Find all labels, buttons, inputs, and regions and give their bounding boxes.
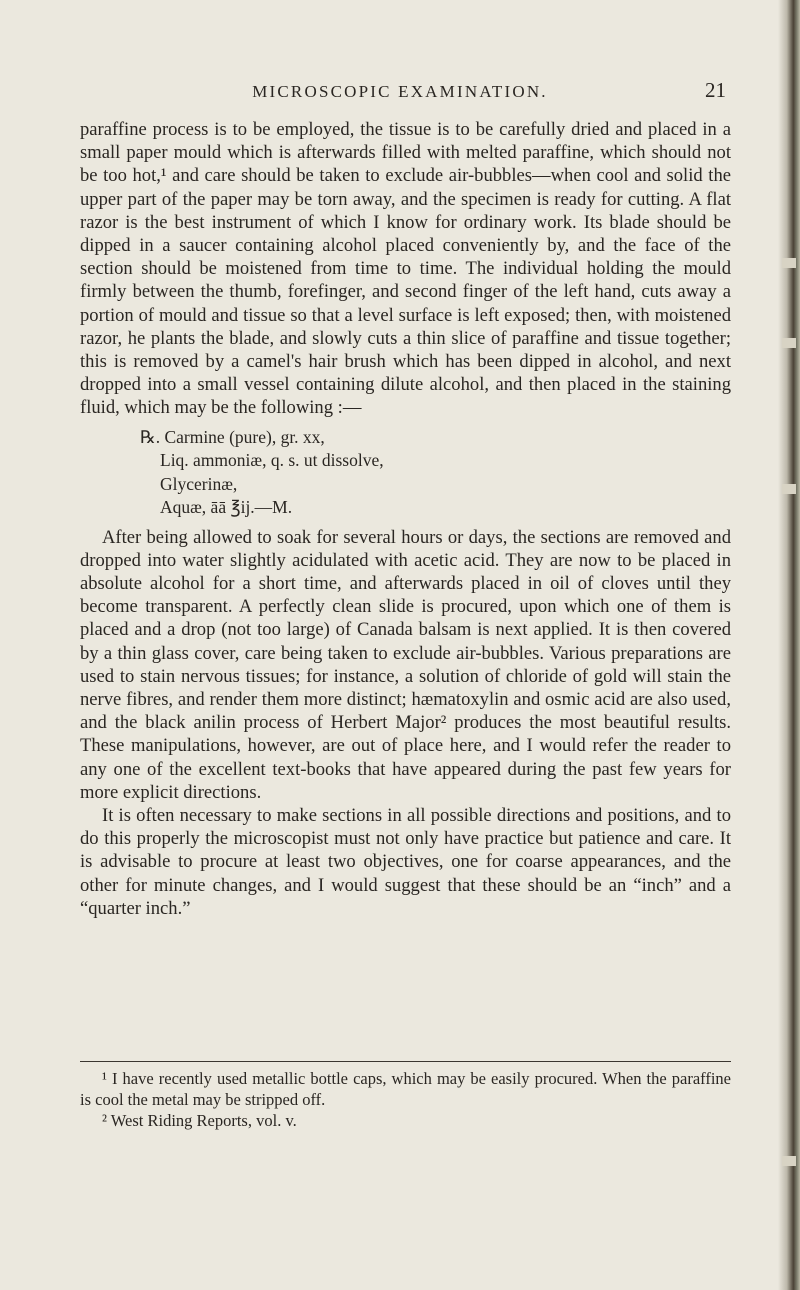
page-number: 21: [705, 78, 726, 102]
formula-line-2: Liq. ammoniæ, q. s. ut dissolve,: [160, 450, 384, 471]
footnote-2: ² West Riding Reports, vol. v.: [102, 1111, 297, 1130]
page-edge-mark: [782, 258, 796, 268]
formula-line-1: ℞. Carmine (pure), gr. xx,: [140, 426, 325, 447]
running-head: [0, 78, 800, 106]
page-edge-mark: [782, 484, 796, 494]
paragraph-1: paraffine process is to be employed, the tissue is to be carefully dried and placed in a small paper mould which is afterwards filled with melted paraffine, which should not be too hot,¹ and care should be taken to exclude air-bubbles—when cool and solid the upper part of the paper may be torn away, and the specimen is ready for cutting. A flat razor is the best instrument of which I know for ordinary work. Its blade should be dipped in a saucer containing alcohol placed conveniently by, and the face of the section should be moistened from time to time. The individual holding the mould firmly between the thumb, forefinger, and second finger of the left hand, cuts away a portion of mould and tissue so that a level surface is left exposed; then, with moistened razor, he plants the blade, and slowly cuts a thin slice of paraffine and tissue together; this is removed by a camel's hair brush which has been dipped in alcohol, and next dropped into a small vessel containing dilute alcohol, and then placed in the staining fluid, which may be the following :—: [80, 119, 731, 419]
formula-line-4: Aquæ, āā ℥ij.—M.: [160, 497, 293, 518]
formula-line-3: Glycerinæ,: [160, 473, 238, 494]
paragraph-3: It is often necessary to make sections in all possible directions and positions, and to do this properly the microscopist must not only have practice but patience and care. It is advisable to procure at least two objectives, one for coarse appearances, and the other for minute changes, and I would suggest that these should be an “inch” and a “quarter inch.”: [80, 805, 731, 919]
running-head-title: MICROSCOPIC EXAMINATION.: [252, 82, 548, 101]
footnote-1: ¹ I have recently used metallic bottle caps, which may be easily procured. When the paraffine is cool the metal may be stripped off.: [80, 1069, 731, 1109]
footnotes: [80, 1061, 731, 1131]
prescription-formula: [80, 426, 731, 520]
page-edge-mark: [782, 338, 796, 348]
page-edge-shadow: [778, 0, 800, 1290]
paragraph-2: After being allowed to soak for several hours or days, the sections are removed and dropped into water slightly acidulated with acetic acid. They are now to be placed in absolute alcohol for a short time, and afterwards placed in oil of cloves until they become transparent. A perfectly clean slide is procured, upon which one of them is placed and a drop (not too large) of Canada balsam is next applied. It is then covered by a thin glass cover, care being taken to exclude air-bubbles. Various preparations are used to stain nervous tissues; for instance, a solution of chloride of gold will stain the nerve fibres, and render them more distinct; hæmatoxylin and osmic acid are also used, and the black anilin process of Herbert Major² produces the most beautiful results. These manipulations, however, are out of place here, and I would refer the reader to any one of the excellent text-books that have appeared during the past few years for more explicit directions.: [80, 526, 731, 803]
page-edge-mark: [782, 1156, 796, 1166]
body-text: [80, 118, 731, 920]
